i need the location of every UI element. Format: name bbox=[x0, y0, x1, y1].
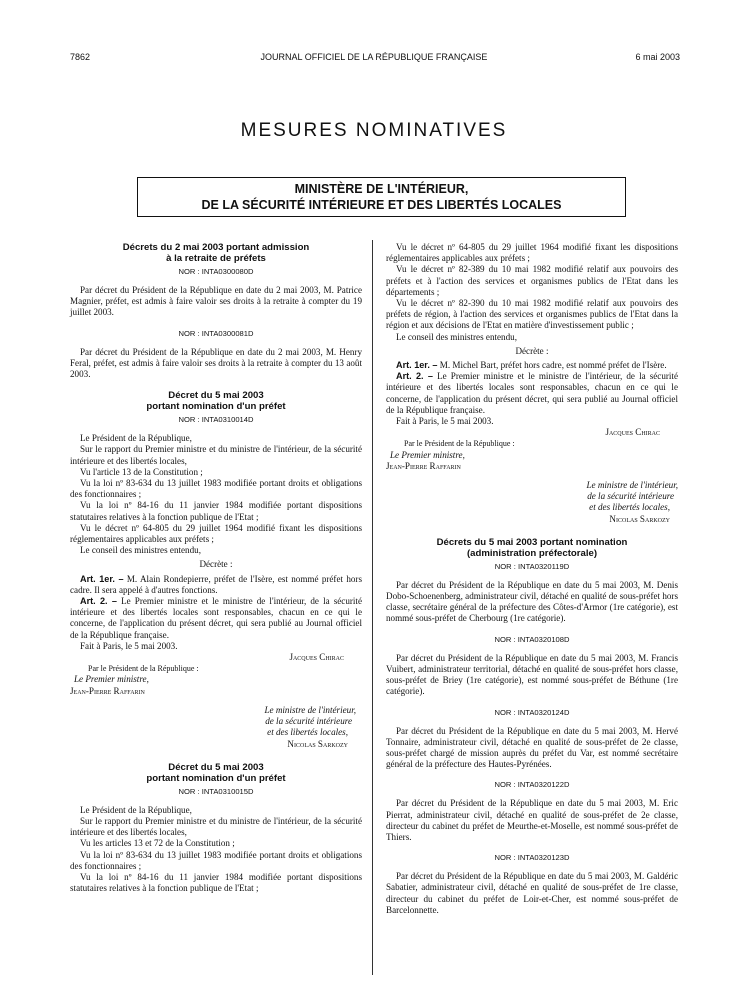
decree-heading: Décret du 5 mai 2003 portant nomination d'un préfet bbox=[146, 761, 286, 784]
decree-line: Vu le décret nº 82-389 du 10 mai 1982 modifié relatif aux pouvoirs des préfets et à l'action des services et organismes publics de l'Etat dans les départements ; bbox=[386, 264, 678, 297]
minister-signature: Le ministre de l'intérieur, de la sécurité intérieure et des libertés locales, Nicolas Sarkozy bbox=[264, 704, 356, 749]
article-2: Art. 2. – Le Premier ministre et le ministre de l'intérieur, de la sécurité intérieure et des libertés locales sont responsables, chacun en ce qui le concerne, de l'application du présent décret, qui sera publié au Journal officiel de la République française. bbox=[386, 371, 678, 415]
decree-heading: Décret du 5 mai 2003 portant nomination d'un préfet bbox=[146, 390, 286, 413]
minister-signature: Le ministre de l'intérieur, de la sécurité intérieure et des libertés locales, Nicolas Sarkozy bbox=[586, 480, 678, 524]
journal-name: JOURNAL OFFICIEL DE LA RÉPUBLIQUE FRANÇAISE bbox=[260, 52, 488, 62]
decree-paragraph: Par décret du Président de la République en date du 5 mai 2003, M. Francis Vuibert, administrateur territorial, détaché en qualité de sous-préfet hors classe, sous-préfet de Briey (1re catégorie), est nommé sous-préfet de Béthune (1re catégorie). bbox=[386, 652, 678, 697]
nor-reference: NOR : INTA0320123D bbox=[494, 853, 570, 863]
fait-line: Fait à Paris, le 5 mai 2003. bbox=[80, 640, 178, 651]
decree-line: Vu la loi nº 84-16 du 11 janvier 1984 modifiée portant dispositions statutaires relatives à la fonction publique de l'Etat ; bbox=[70, 500, 362, 522]
decree-heading: Décrets du 2 mai 2003 portant admission à la retraite de préfets bbox=[122, 242, 310, 264]
running-header bbox=[0, 52, 748, 66]
par-le-president: Par le Président de la République : bbox=[88, 664, 199, 674]
decree-line: Sur le rapport du Premier ministre et du ministre de l'intérieur, de la sécurité intérieure et des libertés locales, bbox=[70, 815, 362, 838]
nor-reference: NOR : INTA0310015D bbox=[178, 786, 254, 796]
left-column bbox=[70, 242, 362, 894]
nor-reference: NOR : INTA0300080D bbox=[178, 267, 254, 276]
fait-line: Fait à Paris, le 5 mai 2003. bbox=[396, 416, 494, 427]
decree-line: Vu le décret nº 82-390 du 10 mai 1982 modifié relatif aux pouvoirs des préfets de région, à l'action des services et organismes publics de l'Etat dans la région et aux décisions de l'Etat en matière d'investissement public ; bbox=[386, 298, 678, 331]
decree-line: Le Président de la République, bbox=[80, 804, 192, 815]
issue-date: 6 mai 2003 bbox=[635, 52, 680, 62]
article-2: Art. 2. – Le Premier ministre et le ministre de l'intérieur, de la sécurité intérieure et des libertés locales sont responsables, chacun en ce qui le concerne, de l'application du présent décret, qui sera publié au Journal officiel de la République française. bbox=[70, 596, 362, 640]
signature: Jacques Chirac bbox=[605, 427, 660, 438]
decrete-label: Décrète : bbox=[515, 345, 549, 356]
decree-line: Vu la loi nº 83-634 du 13 juillet 1983 modifiée portant droits et obligations des fonctionnaires ; bbox=[70, 478, 362, 500]
decree-line: Vu les articles 13 et 72 de la Constitution ; bbox=[80, 838, 235, 849]
nor-reference: NOR : INTA0320124D bbox=[494, 707, 570, 717]
page-number: 7862 bbox=[70, 52, 91, 62]
decrete-label: Décrète : bbox=[199, 559, 233, 570]
section-title: MESURES NOMINATIVES bbox=[240, 120, 508, 141]
pm-name: Jean-Pierre Raffarin bbox=[70, 685, 145, 696]
nor-reference: NOR : INTA0320122D bbox=[494, 780, 570, 790]
decree-heading: Décrets du 5 mai 2003 portant nomination (administration préfectorale) bbox=[436, 536, 628, 559]
decree-line: Le conseil des ministres entendu, bbox=[80, 545, 201, 556]
decree-paragraph: Par décret du Président de la République en date du 5 mai 2003, M. Galdéric Sabatier, administrateur civil, détaché en qualité de sous-préfet de 1re classe, directeur du cabinet du préfet de Loir-et-Cher, est nommé sous-préfet de Barcelonnette. bbox=[386, 871, 678, 915]
article-1: Art. 1er. – M. Michel Bart, préfet hors cadre, est nommé préfet de l'Isère. bbox=[396, 360, 667, 371]
decree-paragraph: Par décret du Président de la République en date du 5 mai 2003, M. Denis Dobo-Schoenenberg, administrateur civil, détaché en qualité de sous-préfet hors classe, secrétaire général de la préfecture des Côtes-d'Armor (1re catégorie), est nommé sous-préfet de Cherbourg (1re catégorie). bbox=[386, 579, 678, 624]
nor-reference: NOR : INTA0320119D bbox=[494, 561, 570, 571]
decree-paragraph: Par décret du Président de la République en date du 2 mai 2003, M. Henry Feral, préfet, est admis à faire valoir ses droits à la retraite à compter du 13 août 2003. bbox=[70, 346, 362, 380]
premier-ministre: Le Premier ministre, bbox=[390, 449, 465, 460]
decree-paragraph: Par décret du Président de la République en date du 2 mai 2003, M. Patrice Magnier, préfet, est admis à faire valoir ses droits à la retraite à compter du 19 juillet 2003. bbox=[70, 285, 362, 318]
decree-line: Vu le décret nº 64-805 du 29 juillet 1964 modifié fixant les dispositions réglementaires applicables aux préfets ; bbox=[70, 522, 362, 545]
nor-reference: NOR : INTA0320108D bbox=[494, 634, 570, 644]
nor-reference: NOR : INTA0300081D bbox=[178, 328, 254, 338]
decree-line: Sur le rapport du Premier ministre et du ministre de l'intérieur, de la sécurité intérieure et des libertés locales, bbox=[70, 444, 362, 466]
decree-line: Vu la loi nº 84-16 du 11 janvier 1984 modifiée portant dispositions statutaires relatives à la fonction publique de l'Etat ; bbox=[70, 871, 362, 894]
column-divider bbox=[372, 240, 373, 975]
decree-paragraph: Par décret du Président de la République en date du 5 mai 2003, M. Hervé Tonnaire, administrateur civil, détaché en qualité de sous-préfet de 2e classe, sous-préfet chargé de mission auprès du préfet du Var, est nommé secrétaire général de la préfecture des Hautes-Pyrénées. bbox=[386, 725, 678, 770]
ministry-line-1: MINISTÈRE DE L'INTÉRIEUR, bbox=[294, 182, 469, 196]
ministry-line-2: DE LA SÉCURITÉ INTÉRIEURE ET DES LIBERTÉS LOCALES bbox=[201, 198, 562, 212]
premier-ministre: Le Premier ministre, bbox=[74, 674, 149, 685]
decree-line: Vu la loi nº 83-634 du 13 juillet 1983 modifiée portant droits et obligations des fonctionnaires ; bbox=[70, 849, 362, 871]
article-1: Art. 1er. – M. Alain Rondepierre, préfet de l'Isère, est nommé préfet hors cadre. Il sera appelé à d'autres fonctions. bbox=[70, 573, 362, 595]
decree-line: Vu l'article 13 de la Constitution ; bbox=[80, 466, 203, 477]
par-le-president: Par le Président de la République : bbox=[404, 439, 515, 449]
decree-line: Le Président de la République, bbox=[80, 433, 192, 444]
decree-paragraph: Par décret du Président de la République en date du 5 mai 2003, M. Eric Pierrat, administrateur civil, détaché en qualité de sous-préfet de 2e classe, directeur du cabinet du préfet de Meurthe-et-Moselle, est nommé sous-préfet de Thiers. bbox=[386, 798, 678, 842]
right-column bbox=[386, 242, 678, 926]
decree-line: Vu le décret nº 64-805 du 29 juillet 1964 modifié fixant les dispositions réglementaires applicables aux préfets ; bbox=[386, 242, 678, 264]
ministry-box bbox=[137, 177, 626, 217]
signature: Jacques Chirac bbox=[289, 652, 344, 663]
decree-line: Le conseil des ministres entendu, bbox=[396, 331, 517, 342]
pm-name: Jean-Pierre Raffarin bbox=[386, 460, 461, 471]
nor-reference: NOR : INTA0310014D bbox=[178, 415, 254, 425]
